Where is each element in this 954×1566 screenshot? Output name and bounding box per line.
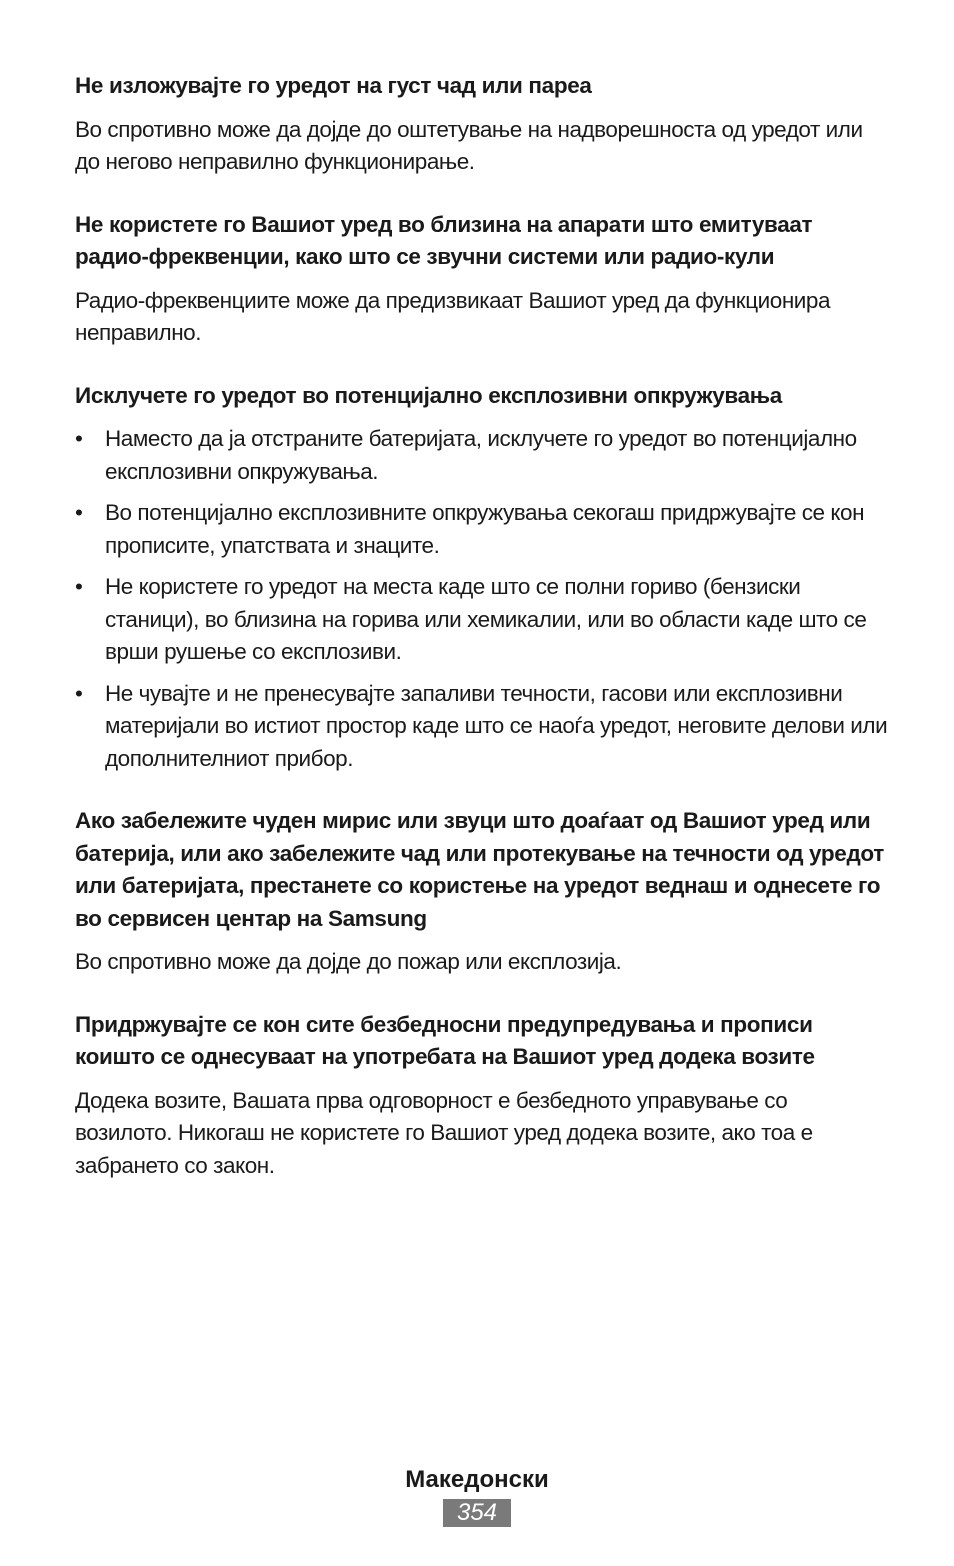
section-radio-frequency bbox=[75, 209, 890, 350]
list-item bbox=[75, 423, 890, 488]
section-paragraph: Додека возите, Вашата прва одговорност е безбедното управување со возилото. Никогаш не користете го Вашиот уред додека возите, ако тоа е забрането со закон. bbox=[75, 1087, 813, 1178]
section-paragraph: Во спротивно може да дојде до пожар или експлозија. bbox=[75, 949, 622, 974]
page-number: 354 bbox=[443, 1499, 511, 1527]
section-paragraph: Во спротивно може да дојде до оштетување на надворешноста од уредот или до негово неправилно функционирање. bbox=[75, 116, 863, 174]
section-heading: Исклучете го уредот во потенцијално експлозивни опкружувања bbox=[75, 382, 782, 408]
bullet-icon: • bbox=[75, 426, 83, 451]
list-item-text: Наместо да ја отстраните батеријата, исклучете го уредот во потенцијално експлозивни опкружувања. bbox=[105, 426, 857, 484]
list-item bbox=[75, 571, 890, 669]
document-body bbox=[75, 70, 890, 1212]
section-smoke-vapor bbox=[75, 70, 890, 179]
bullet-icon: • bbox=[75, 500, 83, 525]
section-heading: Придржувајте се кон сите безбедносни предупредувања и прописи коишто се однесуваат на употребата на Вашиот уред додека возите bbox=[75, 1011, 815, 1069]
section-strange-smell bbox=[75, 805, 890, 979]
list-item bbox=[75, 497, 890, 562]
footer-language: Македонски bbox=[405, 1466, 549, 1493]
list-item-text: Не користете го уредот на места каде што се полни гориво (бензиски станици), во близина на горива или хемикалии, или во области каде што се врши рушење со експлозиви. bbox=[105, 574, 867, 664]
list-item-text: Не чувајте и не пренесувајте запаливи течности, гасови или експлозивни материјали во истиот простор каде што се наоѓа уредот, неговите делови или дополнителниот прибор. bbox=[105, 680, 888, 771]
section-heading: Ако забележите чуден мирис или звуци што доаѓаат од Вашиот уред или батерија, или ако забележите чад или протекување на течности од уредот или батеријата, престанете со користење на уредот веднаш и однесете го во сервисен центар на Samsung bbox=[75, 808, 884, 931]
section-heading: Не изложувајте го уредот на густ чад или пареа bbox=[75, 73, 592, 98]
section-explosive-environments bbox=[75, 380, 890, 776]
bullet-icon: • bbox=[75, 680, 83, 706]
section-paragraph: Радио-фреквенциите може да предизвикаат Вашиот уред да функционира неправилно. bbox=[75, 287, 831, 345]
list-item-text: Во потенцијално експлозивните опкружувања секогаш придржувајте се кон прописите, упатствата и знаците. bbox=[105, 500, 865, 558]
list-item bbox=[75, 678, 890, 776]
section-heading: Не користете го Вашиот уред во близина на апарати што емитуваат радио-фреквенции, како што се звучни системи или радио-кули bbox=[75, 211, 813, 269]
page-footer bbox=[0, 1463, 954, 1527]
section-driving-safety bbox=[75, 1009, 890, 1183]
bullet-list bbox=[75, 423, 890, 775]
bullet-icon: • bbox=[75, 574, 83, 599]
